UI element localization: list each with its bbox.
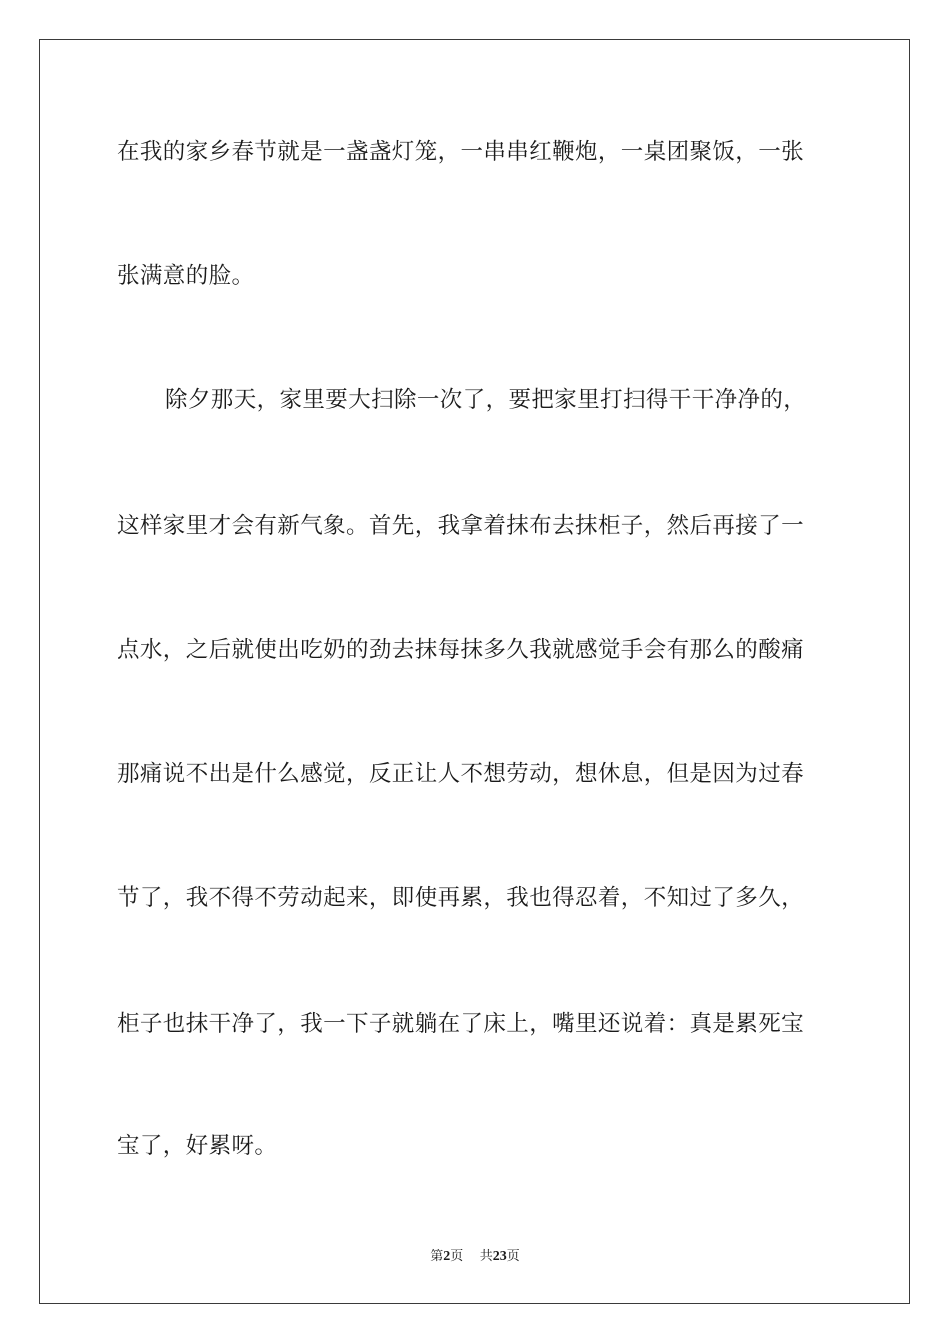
paragraph-2-line-2: 这样家里才会有新气象。首先，我拿着抹布去抹柜子，然后再接了一 [117, 513, 805, 539]
paragraph-2-line-4: 那痛说不出是什么感觉，反正让人不想劳动，想休息，但是因为过春 [117, 761, 805, 787]
page-suffix: 页 [450, 1249, 464, 1264]
page-prefix: 第 [430, 1249, 444, 1264]
page-number: 2 [443, 1249, 451, 1264]
page-border [39, 39, 910, 1304]
paragraph-2-line-6: 柜子也抹干净了，我一下子就躺在了床上，嘴里还说着：真是累死宝 [117, 1011, 805, 1037]
page-footer [0, 1248, 950, 1266]
total-suffix: 页 [506, 1249, 520, 1264]
total-prefix: 共 [479, 1249, 493, 1264]
total-pages: 23 [492, 1249, 507, 1264]
paragraph-2-line-1: 除夕那天，家里要大扫除一次了，要把家里打扫得干干净净的， [165, 387, 807, 413]
paragraph-2-line-3: 点水，之后就使出吃奶的劲去抹每抹多久我就感觉手会有那么的酸痛 [117, 637, 805, 663]
paragraph-2-line-5: 节了，我不得不劳动起来，即使再累，我也得忍着，不知过了多久， [117, 885, 805, 911]
paragraph-1-line-2: 张满意的脸。 [117, 263, 255, 289]
paragraph-2-line-7: 宝了，好累呀。 [117, 1133, 278, 1159]
paragraph-1-line-1: 在我的家乡春节就是一盏盏灯笼，一串串红鞭炮，一桌团聚饭，一张 [117, 139, 805, 165]
